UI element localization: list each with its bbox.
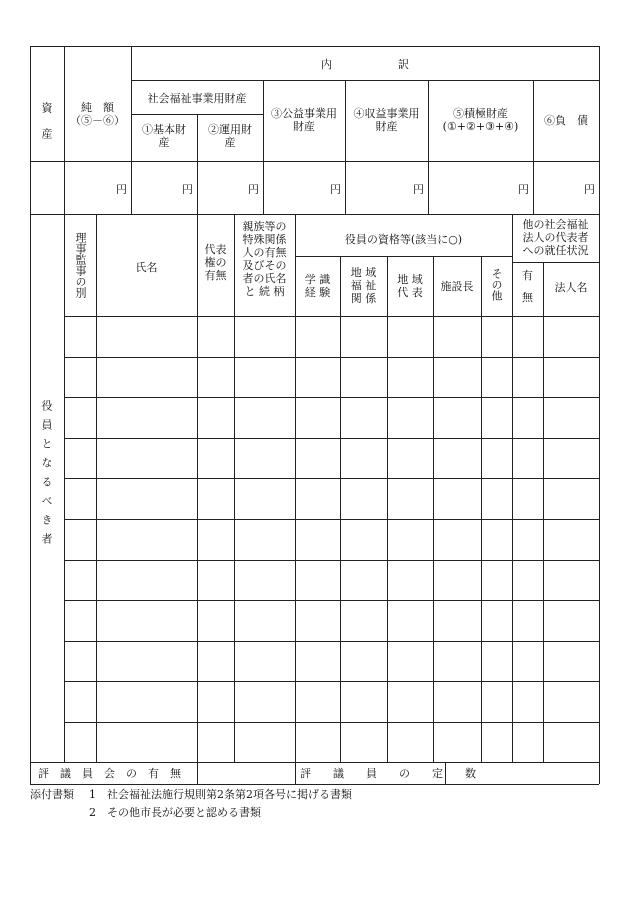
rule [30,161,599,162]
rule [30,46,31,784]
council-capacity-label: 評 議 員 の 定 数 [300,767,476,780]
qualification-header: 役員の資格等(該当に○) [344,233,463,246]
yen-unit: 円 [584,183,595,196]
attachment-item-1: 1 社会福祉法施行規則第2条第2項各号に掲げる書類 [89,788,352,801]
rule [599,46,600,784]
rule [30,46,599,47]
positive-property-header: ⑤積極財産 (①+②+③+④) [442,107,519,133]
rule [512,262,599,263]
rule [481,256,482,762]
rule [533,80,534,214]
rule [30,214,599,215]
other-corp-name-header: 法人名 [554,281,588,294]
yen-unit: 円 [518,183,529,196]
rule [64,357,599,358]
net-amount-label: 純 額 （⑤－⑥） [70,101,125,127]
basic-property-header: ①基本財 産 [142,123,186,149]
attachment-item-2: 2 その他市長が必要と認める書類 [89,806,261,819]
breakdown-header: 内 訳 [321,58,409,71]
rule [64,397,599,398]
rule [345,80,346,214]
yen-unit: 円 [413,183,424,196]
council-presence-label: 評 議 員 会 の 有 無 [38,767,181,780]
rule [428,80,429,214]
role-header: 理事監事の別 [74,232,87,298]
public-property-header: ③公益事業用 財産 [271,107,337,133]
operating-property-header: ②運用財 産 [208,123,252,149]
rule [340,256,341,762]
rule [543,262,544,762]
relatives-header: 親族等の 特殊関係 人の有無 及びその 者の氏名 と 続 柄 [242,220,287,298]
other-corp-header: 他の社会福祉 法人の代表者 への就任状況 [522,218,589,257]
rule [30,762,599,763]
q-other-header: その他 [490,268,503,301]
rule [131,80,599,81]
rule [96,214,97,762]
welfare-property-header: 社会福祉事業用財産 [147,92,247,105]
rule [64,722,599,723]
rule [433,256,434,762]
rule [64,519,599,520]
rule [64,438,599,439]
rule [64,681,599,682]
rule [64,600,599,601]
representative-header: 代表 権の 有無 [204,243,227,282]
officers-section-label: 役員となるべき者 [40,400,53,552]
rule [387,256,388,762]
rule [64,641,599,642]
yen-unit: 円 [248,183,259,196]
attachments-heading: 添付書類 [30,788,74,801]
rule [64,560,599,561]
yen-unit: 円 [116,183,127,196]
q-regional-welfare-header: 地 域 福 祉 関 係 [350,266,377,305]
rule [263,80,264,214]
other-corp-yesno-header: 有 無 [522,269,533,304]
name-header: 氏名 [135,261,158,274]
yen-unit: 円 [330,183,341,196]
rule [30,784,599,785]
yen-unit: 円 [182,183,193,196]
rule [64,316,599,317]
asset-section-label: 資 産 [40,102,53,141]
rule [197,214,198,784]
net-amount-header [64,88,131,127]
profit-property-header: ④収益事業用 財産 [353,107,420,133]
rule [295,214,296,784]
q-academic-header: 学 識 経 験 [304,273,331,299]
rule [295,256,512,257]
rule [64,478,599,479]
q-regional-rep-header: 地 域 代 表 [397,273,423,299]
q-facility-head-header: 施設長 [440,280,474,293]
rule [64,46,65,762]
liabilities-header: ⑥負 債 [544,114,588,127]
